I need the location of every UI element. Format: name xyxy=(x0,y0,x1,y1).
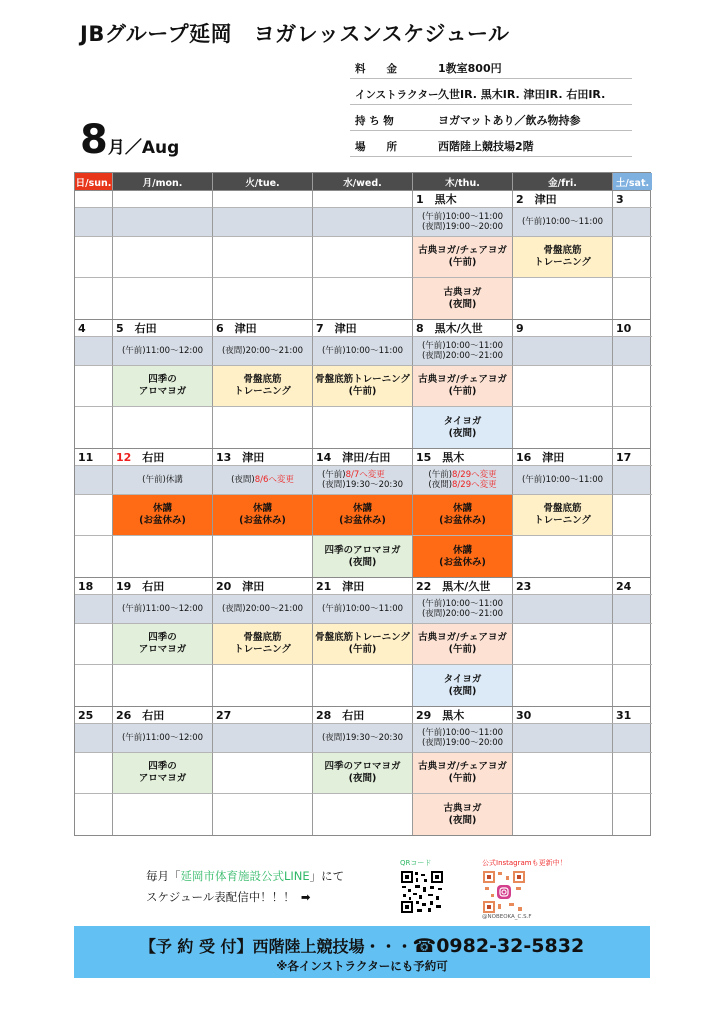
time-lines xyxy=(322,470,403,490)
class-cell: 休講 (お盆休み) xyxy=(413,495,513,536)
date-cell-fri xyxy=(513,449,613,466)
empty-cell xyxy=(113,278,213,319)
date-label: 6 津田 xyxy=(216,322,257,335)
date-label: 4 xyxy=(78,321,86,335)
empty-cell xyxy=(75,794,113,835)
empty-cell xyxy=(313,278,413,319)
empty-cell xyxy=(75,495,113,536)
class-cell: タイヨガ (夜間) xyxy=(413,665,513,706)
empty-cell xyxy=(213,536,313,577)
date-cell-fri xyxy=(513,191,613,208)
date-cell-wed xyxy=(313,191,413,208)
line-notice-pre: 毎月「 xyxy=(146,869,181,883)
empty-cell xyxy=(613,278,652,319)
empty-cell xyxy=(75,753,113,794)
time-change-note: 8/29へ変更 xyxy=(452,480,497,490)
time-cell-sat xyxy=(613,466,652,495)
info-row-place xyxy=(350,136,632,157)
date-cell-fri xyxy=(513,320,613,337)
date-cell-fri xyxy=(513,707,613,724)
calendar-weeks xyxy=(75,190,650,835)
empty-cell xyxy=(513,794,613,835)
month-number: 8 xyxy=(80,117,108,163)
class-cell: 古典ヨガ (夜間) xyxy=(413,794,513,835)
time-cell-wed: (夜間)19:30～20:30 xyxy=(313,724,413,753)
time-cell-wed xyxy=(313,466,413,495)
line-official-link[interactable]: 延岡市体育施設公式LINE xyxy=(180,869,310,883)
empty-cell xyxy=(313,407,413,448)
time-cell-fri xyxy=(513,724,613,753)
date-label: 7 津田 xyxy=(316,322,357,335)
info-label: 場 所 xyxy=(355,140,397,153)
class-cell: 骨盤底筋トレーニング (午前) xyxy=(313,366,413,407)
class-cell: 休講 (お盆休み) xyxy=(213,495,313,536)
info-row-items xyxy=(350,110,632,131)
time-cell-tue xyxy=(213,208,313,237)
date-cell-sun xyxy=(75,320,113,337)
weekday-tue: 火/tue. xyxy=(213,173,313,190)
date-label: 13 津田 xyxy=(216,451,265,464)
date-cell-mon xyxy=(113,191,213,208)
time-cell-sun xyxy=(75,595,113,624)
time-cell-sat xyxy=(613,337,652,366)
weekday-mon: 月/mon. xyxy=(113,173,213,190)
class-cell: 骨盤底筋 トレーニング xyxy=(513,495,613,536)
time-cell-wed xyxy=(313,208,413,237)
time-cell-thu xyxy=(413,466,513,495)
info-value: 西階陸上競技場2階 xyxy=(438,140,534,153)
date-row xyxy=(75,578,650,595)
date-label: 5 右田 xyxy=(116,322,157,335)
date-cell-wed xyxy=(313,578,413,595)
time-cell-sat xyxy=(613,208,652,237)
empty-cell xyxy=(213,665,313,706)
arrow-right-icon: ➡ xyxy=(300,890,311,904)
date-label: 2 津田 xyxy=(516,193,557,206)
date-label: 12 xyxy=(116,450,132,464)
empty-cell xyxy=(75,665,113,706)
time-row xyxy=(75,337,650,366)
time-line xyxy=(428,470,496,480)
time-cell-thu: (午前)10:00～11:00 (夜間)20:00～21:00 xyxy=(413,595,513,624)
class-cell: 休講 (お盆休み) xyxy=(113,495,213,536)
class-cell: 休講 (お盆休み) xyxy=(313,495,413,536)
class-cell: タイヨガ (夜間) xyxy=(413,407,513,448)
time-prefix: (夜間) xyxy=(428,480,453,490)
calendar-week xyxy=(75,190,650,319)
info-label: 料 金 xyxy=(355,62,397,75)
date-label: 26 右田 xyxy=(116,709,165,722)
class-row xyxy=(75,624,650,665)
empty-cell xyxy=(75,278,113,319)
date-label: 16 津田 xyxy=(516,451,565,464)
date-cell-thu xyxy=(413,320,513,337)
time-cell-thu: (午前)10:00～11:00 (夜間)19:00～20:00 xyxy=(413,724,513,753)
line-notice-line2 xyxy=(146,887,344,908)
booking-line1 xyxy=(74,934,650,957)
empty-cell xyxy=(613,624,652,665)
class-cell: 古典ヨガ/チェアヨガ (午前) xyxy=(413,366,513,407)
date-label: 24 xyxy=(616,579,632,593)
date-label: 22 黒木/久世 xyxy=(416,580,491,593)
time-cell-mon: (午前)11:00～12:00 xyxy=(113,337,213,366)
calendar-week xyxy=(75,577,650,706)
time-cell-tue: (夜間)20:00～21:00 xyxy=(213,595,313,624)
date-label: 31 xyxy=(616,708,632,722)
date-label: 8 黒木/久世 xyxy=(416,322,483,335)
time-cell-fri xyxy=(513,337,613,366)
date-label: 15 黒木 xyxy=(416,451,465,464)
instagram-qr-code[interactable] xyxy=(482,870,526,914)
time-cell-sat xyxy=(613,595,652,624)
date-cell-tue xyxy=(213,578,313,595)
date-label: 21 津田 xyxy=(316,580,365,593)
empty-cell xyxy=(213,794,313,835)
phone-number[interactable]: ☎0982-32-5832 xyxy=(412,935,585,957)
class-cell: 骨盤底筋 トレーニング xyxy=(213,624,313,665)
time-cell-wed: (午前)10:00～11:00 xyxy=(313,337,413,366)
class-cell: 骨盤底筋 トレーニング xyxy=(213,366,313,407)
class-row xyxy=(75,366,650,407)
time-prefix: (午前) xyxy=(321,470,346,480)
time-change-note: 8/29へ変更 xyxy=(452,470,497,480)
instagram-id: @NOBEOKA_C.S.F xyxy=(482,914,532,920)
info-row-fee xyxy=(350,58,632,79)
qr-label: QRコード xyxy=(400,859,432,867)
info-table xyxy=(350,58,632,162)
time-cell-sun xyxy=(75,337,113,366)
date-cell-tue xyxy=(213,449,313,466)
empty-cell xyxy=(313,237,413,278)
time-prefix: (午前) xyxy=(428,470,453,480)
time-cell-thu: (午前)10:00～11:00 (夜間)19:00～20:00 xyxy=(413,208,513,237)
info-value: 1教室800円 xyxy=(438,62,502,75)
empty-cell xyxy=(513,753,613,794)
date-label: 25 xyxy=(78,708,94,722)
time-cell-wed: (午前)10:00～11:00 xyxy=(313,595,413,624)
time-cell-fri xyxy=(513,595,613,624)
class-row xyxy=(75,495,650,536)
calendar-week xyxy=(75,706,650,835)
time-value: (夜間)19:30～20:30 xyxy=(321,480,404,490)
empty-cell xyxy=(113,536,213,577)
time-cell-thu: (午前)10:00～11:00 (夜間)20:00～21:00 xyxy=(413,337,513,366)
time-change-note: 8/6へ変更 xyxy=(254,475,294,485)
date-cell-tue xyxy=(213,191,313,208)
date-cell-wed xyxy=(313,449,413,466)
empty-cell xyxy=(513,536,613,577)
info-value: 久世IR. 黒木IR. 津田IR. 右田IR. xyxy=(438,88,606,101)
class-row xyxy=(75,536,650,577)
class-row xyxy=(75,794,650,835)
weekday-fri: 金/fri. xyxy=(513,173,613,190)
empty-cell xyxy=(513,665,613,706)
date-label: 9 xyxy=(516,321,524,335)
class-row xyxy=(75,407,650,448)
date-cell-mon xyxy=(113,320,213,337)
date-label: 1 黒木 xyxy=(416,193,457,206)
empty-cell xyxy=(313,665,413,706)
instagram-label: 公式Instagramも更新中！ xyxy=(482,859,567,867)
calendar-week xyxy=(75,319,650,448)
empty-cell xyxy=(613,407,652,448)
date-label: 28 右田 xyxy=(316,709,365,722)
date-label: 14 津田/右田 xyxy=(316,451,391,464)
time-line xyxy=(322,470,403,480)
time-cell-tue: (夜間)20:00～21:00 xyxy=(213,337,313,366)
info-row-instructor xyxy=(350,84,632,105)
empty-cell xyxy=(513,624,613,665)
empty-cell xyxy=(113,237,213,278)
date-cell-sun xyxy=(75,191,113,208)
line-notice-text: スケジュール表配信中！！！ xyxy=(146,890,295,904)
line-notice-post: 」にて xyxy=(309,869,345,883)
date-label: 3 xyxy=(616,192,624,206)
date-cell-sat xyxy=(613,578,652,595)
booking-label: 【予 約 受 付】西階陸上競技場・・・ xyxy=(139,937,413,956)
date-cell-wed xyxy=(313,320,413,337)
date-label: 23 xyxy=(516,579,532,593)
empty-cell xyxy=(75,407,113,448)
date-row xyxy=(75,320,650,337)
empty-cell xyxy=(113,407,213,448)
month-heading xyxy=(80,117,180,163)
date-label: 17 xyxy=(616,450,632,464)
date-cell-sat xyxy=(613,707,652,724)
date-row xyxy=(75,191,650,208)
class-row xyxy=(75,237,650,278)
empty-cell xyxy=(313,794,413,835)
class-cell: 骨盤底筋トレーニング (午前) xyxy=(313,624,413,665)
date-cell-tue xyxy=(213,707,313,724)
class-cell: 古典ヨガ (夜間) xyxy=(413,278,513,319)
date-label: 27 xyxy=(216,708,232,722)
empty-cell xyxy=(213,753,313,794)
line-qr-code[interactable] xyxy=(400,870,444,914)
class-cell: 四季のアロマヨガ (夜間) xyxy=(313,536,413,577)
date-cell-thu xyxy=(413,578,513,595)
time-cell-fri: (午前)10:00～11:00 xyxy=(513,466,613,495)
date-cell-thu xyxy=(413,191,513,208)
weekday-wed: 水/wed. xyxy=(313,173,413,190)
date-label: 19 右田 xyxy=(116,580,165,593)
date-row xyxy=(75,449,650,466)
date-cell-sat xyxy=(613,449,652,466)
info-label: インストラクター xyxy=(355,88,439,101)
empty-cell xyxy=(213,278,313,319)
date-label: 29 黒木 xyxy=(416,709,465,722)
time-row xyxy=(75,724,650,753)
date-cell-mon xyxy=(113,707,213,724)
date-cell-sun xyxy=(75,449,113,466)
date-cell-sat xyxy=(613,320,652,337)
time-prefix: (夜間) xyxy=(231,475,255,485)
time-cell-sun xyxy=(75,724,113,753)
date-label: 18 xyxy=(78,579,94,593)
calendar xyxy=(74,172,651,836)
time-row xyxy=(75,466,650,495)
time-cell-mon xyxy=(113,208,213,237)
empty-cell xyxy=(613,794,652,835)
class-cell: 四季の アロマヨガ xyxy=(113,753,213,794)
time-line xyxy=(322,480,403,490)
empty-cell xyxy=(613,536,652,577)
date-cell-thu xyxy=(413,707,513,724)
empty-cell xyxy=(113,665,213,706)
date-label: 30 xyxy=(516,708,532,722)
empty-cell xyxy=(613,366,652,407)
month-label: 月／Aug xyxy=(107,138,180,158)
class-cell: 古典ヨガ/チェアヨガ (午前) xyxy=(413,753,513,794)
empty-cell xyxy=(513,366,613,407)
empty-cell xyxy=(213,407,313,448)
time-lines xyxy=(428,470,496,490)
booking-banner xyxy=(74,926,650,978)
empty-cell xyxy=(75,624,113,665)
info-value: ヨガマットあり／飲み物持参 xyxy=(438,114,581,127)
time-cell-mon: (午前)11:00～12:00 xyxy=(113,595,213,624)
calendar-week xyxy=(75,448,650,577)
date-cell-thu xyxy=(413,449,513,466)
line-notice-line1 xyxy=(146,866,344,887)
empty-cell xyxy=(613,665,652,706)
weekday-header xyxy=(75,173,650,190)
booking-note: ※各インストラクターにも予約可 xyxy=(276,959,448,973)
date-instructor: 右田 xyxy=(131,451,165,464)
class-cell: 骨盤底筋 トレーニング xyxy=(513,237,613,278)
time-cell-tue xyxy=(213,724,313,753)
class-cell: 四季の アロマヨガ xyxy=(113,366,213,407)
empty-cell xyxy=(613,753,652,794)
class-cell: 古典ヨガ/チェアヨガ (午前) xyxy=(413,237,513,278)
time-cell-mon: (午前)休講 xyxy=(113,466,213,495)
date-row xyxy=(75,707,650,724)
date-label: 11 xyxy=(78,450,94,464)
date-cell-tue xyxy=(213,320,313,337)
time-line xyxy=(428,480,496,490)
empty-cell xyxy=(213,237,313,278)
class-cell: 古典ヨガ/チェアヨガ (午前) xyxy=(413,624,513,665)
weekday-sun: 日/sun. xyxy=(75,173,113,190)
time-row xyxy=(75,208,650,237)
date-cell-sat xyxy=(613,191,652,208)
line-notice xyxy=(146,866,344,908)
date-cell-mon xyxy=(113,449,213,466)
page-title: JBグループ延岡 ヨガレッスンスケジュール xyxy=(80,22,510,46)
time-cell-sun xyxy=(75,208,113,237)
date-cell-sun xyxy=(75,578,113,595)
weekday-sat: 土/sat. xyxy=(613,173,652,190)
empty-cell xyxy=(75,536,113,577)
date-cell-sun xyxy=(75,707,113,724)
weekday-thu: 木/thu. xyxy=(413,173,513,190)
class-cell: 四季のアロマヨガ (夜間) xyxy=(313,753,413,794)
empty-cell xyxy=(613,495,652,536)
empty-cell xyxy=(513,407,613,448)
empty-cell xyxy=(513,278,613,319)
time-row xyxy=(75,595,650,624)
time-cell-tue xyxy=(213,466,313,495)
time-cell-fri: (午前)10:00～11:00 xyxy=(513,208,613,237)
time-cell-mon: (午前)11:00～12:00 xyxy=(113,724,213,753)
date-label: 20 津田 xyxy=(216,580,265,593)
time-cell-sat xyxy=(613,724,652,753)
class-row xyxy=(75,753,650,794)
class-row xyxy=(75,278,650,319)
time-cell-sun xyxy=(75,466,113,495)
info-label: 持 ち 物 xyxy=(355,114,394,127)
date-label: 10 xyxy=(616,321,632,335)
empty-cell xyxy=(613,237,652,278)
class-cell: 四季の アロマヨガ xyxy=(113,624,213,665)
empty-cell xyxy=(75,237,113,278)
empty-cell xyxy=(75,366,113,407)
empty-cell xyxy=(113,794,213,835)
time-change-note: 8/7へ変更 xyxy=(345,470,385,480)
date-cell-mon xyxy=(113,578,213,595)
class-cell: 休講 (お盆休み) xyxy=(413,536,513,577)
date-cell-wed xyxy=(313,707,413,724)
date-cell-fri xyxy=(513,578,613,595)
class-row xyxy=(75,665,650,706)
